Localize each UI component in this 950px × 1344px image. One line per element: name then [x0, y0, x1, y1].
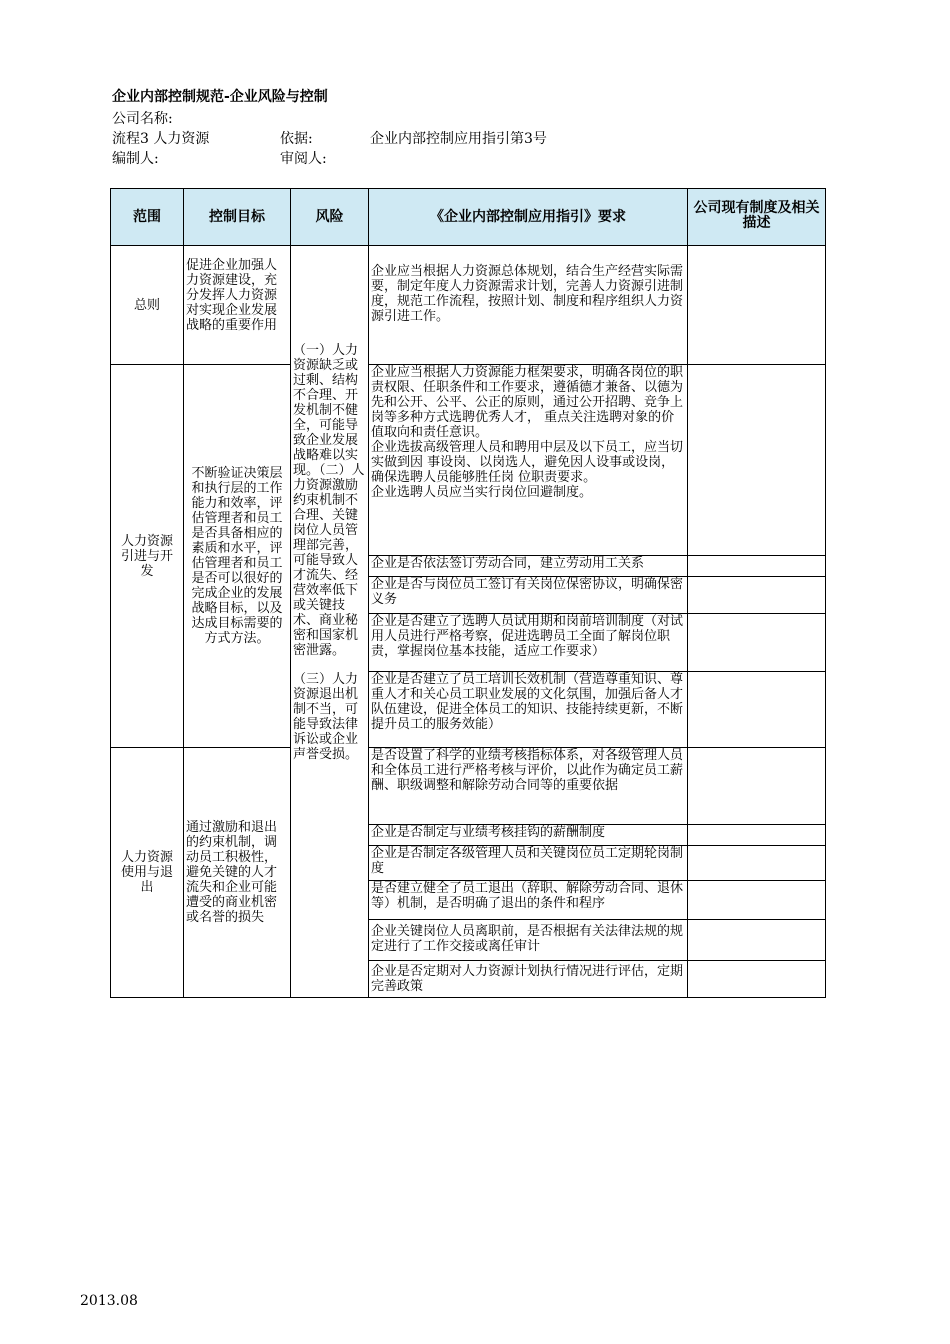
scope-general: 总则 [110, 245, 184, 365]
policy-cell[interactable] [687, 364, 826, 556]
policy-cell[interactable] [687, 845, 826, 881]
requirement-row: 企业应当根据人力资源总体规划，结合生产经营实际需要，制定年度人力资源需求计划，完善人力资源引进制度，规范工作流程，按照计划、制度和程序组织人力资源引进工作。 [368, 245, 688, 365]
col-header-existing-policy: 公司现有制度及相关描述 [687, 188, 826, 246]
scope-recruitment: 人力资源引进与开发 [110, 364, 184, 748]
col-header-requirements: 《企业内部控制应用指引》要求 [368, 188, 688, 246]
requirement-row: 企业是否建立了选聘人员试用期和岗前培训制度（对试用人员进行严格考察，促进选聘员工全面了解岗位职责，掌握岗位基本技能，适应工作要求） [368, 613, 688, 672]
policy-cell[interactable] [687, 671, 826, 748]
footer-date: 2013.08 [80, 1293, 138, 1309]
objective-usage-exit: 通过激励和退出的约束机制，调动员工积极性，避免关键的人才流失和企业可能遭受的商业机密或名誉的损失 [183, 747, 291, 998]
objective-recruitment: 不断验证决策层和执行层的工作能力和效率，评估管理者和员工是否具备相应的素质和水平，评估管理者和员工是否可以很好的完成企业的发展战略目标，以及达成目标需要的方式方法。 [183, 364, 291, 748]
risk-text-exit: （三）人力资源退出机制不当，可能导致法律诉讼或企业声誉受损。 [293, 672, 359, 762]
objective-general: 促进企业加强人力资源建设，充分发挥人力资源对实现企业发展战略的重要作用 [183, 245, 291, 365]
requirement-row: 是否设置了科学的业绩考核指标体系，对各级管理人员和全体员工进行严格考核与评价，以此作为确定员工薪酬、职级调整和解除劳动合同等的重要依据 [368, 747, 688, 825]
policy-cell[interactable] [687, 613, 826, 672]
requirement-line: 企业选拔高级管理人员和聘用中层及以下员工，应当切实做到因 事设岗、以岗选人，避免因人设事或设岗，确保选聘人员能够胜任岗 位职责要求。 [371, 440, 684, 485]
requirement-row: 企业是否定期对人力资源计划执行情况进行评估，定期完善政策 [368, 960, 688, 998]
policy-cell[interactable] [687, 919, 826, 961]
policy-cell[interactable] [687, 824, 826, 846]
requirement-row: 企业是否与岗位员工签订有关岗位保密协议，明确保密义务 [368, 576, 688, 614]
signoff-row [112, 150, 812, 168]
policy-cell[interactable] [687, 245, 826, 365]
basis-value: 企业内部控制应用指引第3号 [370, 131, 547, 147]
col-header-scope: 范围 [110, 188, 184, 246]
risk-cell [290, 245, 369, 998]
policy-cell[interactable] [687, 555, 826, 577]
control-table [110, 188, 826, 998]
requirement-row [368, 364, 688, 556]
requirement-row: 企业是否依法签订劳动合同，建立劳动用工关系 [368, 555, 688, 577]
requirement-line: 企业选聘人员应当实行岗位回避制度。 [371, 485, 593, 500]
requirement-row: 是否建立健全了员工退出（辞职、解除劳动合同、退休等）机制，是否明确了退出的条件和程序 [368, 880, 688, 920]
scope-usage-exit: 人力资源使用与退出 [110, 747, 184, 998]
company-name-label: 公司名称: [112, 111, 173, 127]
policy-cell[interactable] [687, 576, 826, 614]
process-label: 流程3 人力资源 [112, 131, 210, 147]
editor-label: 编制人: [112, 151, 159, 167]
col-header-risk: 风险 [290, 188, 369, 246]
policy-cell[interactable] [687, 747, 826, 825]
policy-cell[interactable] [687, 960, 826, 998]
reviewer-label: 审阅人: [280, 151, 327, 167]
requirement-row: 企业关键岗位人员离职前，是否根据有关法律法规的规定进行了工作交接或离任审计 [368, 919, 688, 961]
requirement-line: 企业应当根据人力资源能力框架要求，明确各岗位的职责权限、任职条件和工作要求，遵循德才兼备、以德为先和公开、公平、公正的原则，通过公开招聘、竞争上岗等多种方式选聘优秀人才， 重点关注选聘对象的价值取向和责任意识。 [371, 365, 684, 440]
process-row [112, 130, 812, 148]
requirement-row: 企业是否制定与业绩考核挂钩的薪酬制度 [368, 824, 688, 846]
policy-cell[interactable] [687, 880, 826, 920]
requirement-row: 企业是否建立了员工培训长效机制（营造尊重知识、尊重人才和关心员工职业发展的文化氛围，加强后备人才队伍建设，促进全体员工的知识、技能持续更新，不断提升员工的服务效能） [368, 671, 688, 748]
basis-label: 依据: [280, 131, 313, 147]
requirement-row: 企业是否制定各级管理人员和关键岗位员工定期轮岗制度 [368, 845, 688, 881]
risk-text: （一）人力资源缺乏或过剩、结构不合理、开发机制不健全，可能导致企业发展战略难以实现。（二）人力资源激励约束机制不合理、关键岗位人员管理部完善，可能导致人才流失、经营效率低下或关键技术、商业秘密和国家机密泄露。 [293, 343, 365, 658]
page-title: 企业内部控制规范-企业风险与控制 [112, 89, 328, 105]
col-header-objective: 控制目标 [183, 188, 291, 246]
